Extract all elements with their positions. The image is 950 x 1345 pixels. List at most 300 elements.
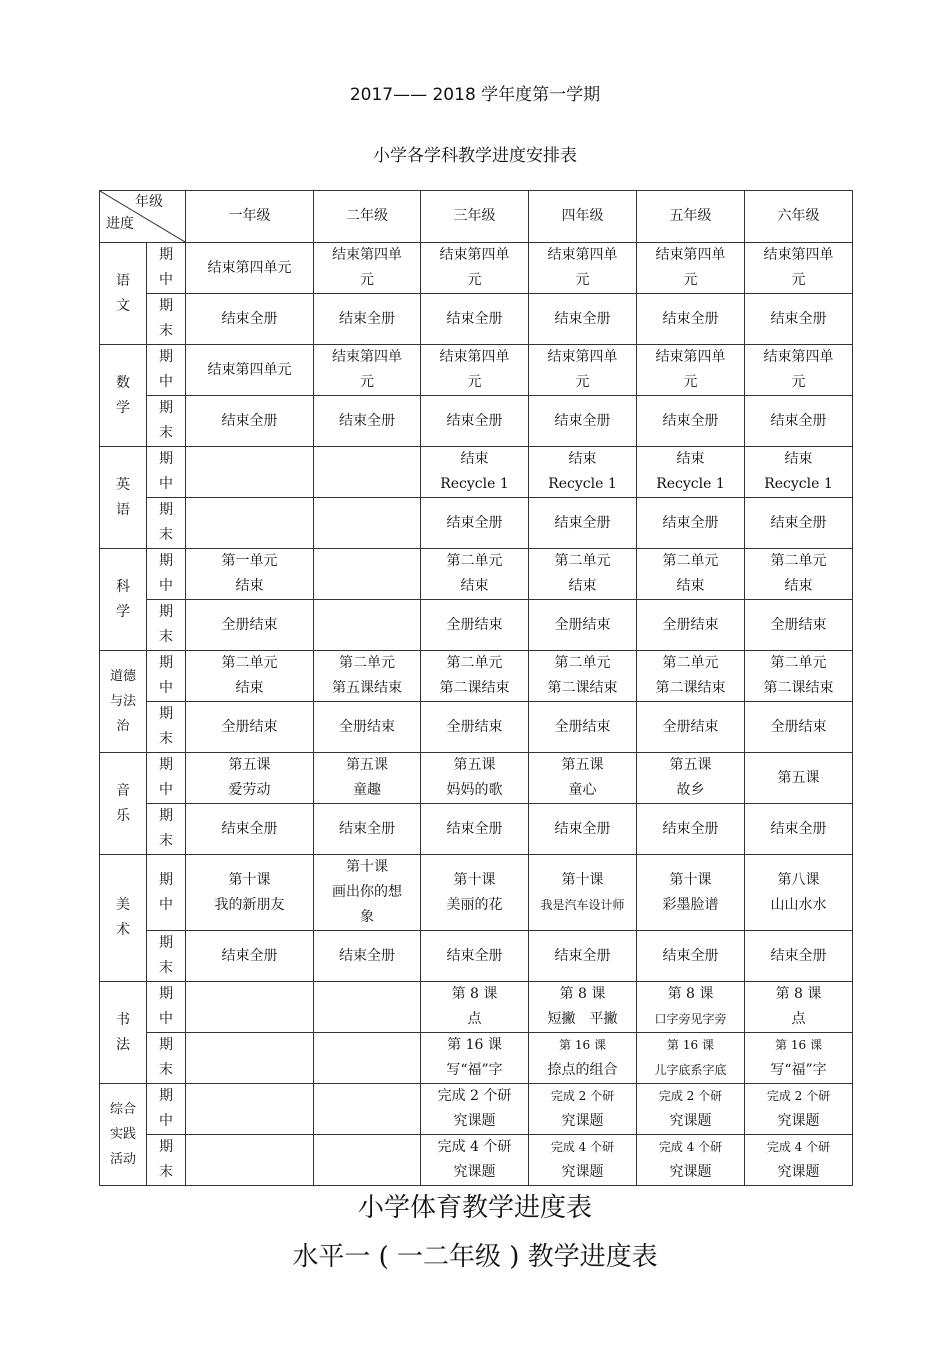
cell-text: 第二单元 xyxy=(221,655,278,671)
cell-text: 究课题 xyxy=(777,1113,820,1129)
cell-text: 究课题 xyxy=(777,1164,820,1180)
cell-text: 元 xyxy=(360,272,374,288)
cell-text: 结束第四单元 xyxy=(207,361,292,378)
progress-cell xyxy=(745,982,853,1033)
cell-text: 第二单元 xyxy=(770,655,827,671)
progress-cell xyxy=(421,243,529,294)
cell-text: 结束全册 xyxy=(221,310,278,327)
cell-text: 结束全册 xyxy=(770,412,827,429)
progress-cell xyxy=(745,549,853,600)
progress-cell xyxy=(421,294,529,345)
cell-text: 完成 4 个研 xyxy=(658,1140,723,1154)
cell-text: 第二单元 xyxy=(339,655,395,671)
period-cell: 期 末 xyxy=(147,1033,186,1084)
cell-text: 全册结束 xyxy=(554,616,611,633)
cell-text: 全册结束 xyxy=(554,718,611,735)
table-row xyxy=(100,447,853,498)
cell-text: 结束全册 xyxy=(662,514,719,531)
progress-cell xyxy=(529,345,637,396)
period-cell: 期 末 xyxy=(147,294,186,345)
cell-text: 究课题 xyxy=(453,1164,496,1180)
progress-cell xyxy=(314,702,421,753)
cell-text: 结束全册 xyxy=(554,947,611,964)
cell-text: 妈妈的歌 xyxy=(446,782,503,798)
progress-cell xyxy=(745,345,853,396)
progress-cell xyxy=(637,651,745,702)
cell-text: 故乡 xyxy=(676,782,705,798)
period-cell: 期 中 xyxy=(147,982,186,1033)
cell-text: 我是汽车设计师 xyxy=(540,897,625,912)
progress-cell xyxy=(314,931,421,982)
cell-text: 我的新朋友 xyxy=(214,896,285,913)
cell-text: 结束全册 xyxy=(770,514,827,531)
progress-cell xyxy=(186,1033,314,1084)
cell-text: 结束 xyxy=(235,578,264,594)
progress-cell xyxy=(745,243,853,294)
progress-cell xyxy=(637,294,745,345)
progress-cell xyxy=(637,1135,745,1186)
header-row xyxy=(100,191,853,243)
cell-text: 第五课 xyxy=(669,757,712,773)
cell-text: 写“福”字 xyxy=(446,1062,503,1078)
cell-text: 写“福”字 xyxy=(770,1062,827,1078)
cell-text: 完成 4 个研 xyxy=(766,1140,831,1154)
cell-text: 元 xyxy=(791,374,806,390)
progress-cell xyxy=(529,549,637,600)
progress-cell xyxy=(314,600,421,651)
grade-header: 六年级 xyxy=(745,191,853,243)
cell-text: 画出你的想 xyxy=(332,884,402,900)
cell-text: 第十课 xyxy=(346,859,388,875)
table-row xyxy=(100,702,853,753)
cell-text: 结束全册 xyxy=(221,820,278,837)
cell-text: 结束 xyxy=(460,451,489,467)
progress-cell xyxy=(314,982,421,1033)
progress-cell xyxy=(529,294,637,345)
progress-cell xyxy=(637,243,745,294)
cell-text: 第 8 课 xyxy=(559,986,606,1002)
progress-cell xyxy=(637,931,745,982)
progress-cell xyxy=(637,804,745,855)
cell-text: 结束全册 xyxy=(339,820,395,837)
period-cell: 期 末 xyxy=(147,396,186,447)
progress-cell xyxy=(314,1084,421,1135)
progress-cell xyxy=(637,855,745,931)
progress-cell xyxy=(637,549,745,600)
progress-cell xyxy=(529,651,637,702)
cell-text: 捺点的组合 xyxy=(547,1062,618,1078)
progress-cell xyxy=(421,1033,529,1084)
cell-text: 第五课 xyxy=(453,757,496,773)
cell-text: 第二单元 xyxy=(662,655,719,671)
cell-text: 结束全册 xyxy=(554,820,611,837)
progress-cell xyxy=(421,931,529,982)
cell-text: 完成 2 个研 xyxy=(550,1089,615,1103)
table-row xyxy=(100,1084,853,1135)
period-cell: 期 中 xyxy=(147,753,186,804)
cell-text: 全册结束 xyxy=(662,616,719,633)
progress-cell xyxy=(745,702,853,753)
cell-text: 结束第四单 xyxy=(439,349,510,365)
cell-text: 全册结束 xyxy=(770,616,827,633)
cell-text: 结束全册 xyxy=(554,514,611,531)
cell-text: 结束全册 xyxy=(446,947,503,964)
progress-cell xyxy=(637,1084,745,1135)
progress-cell xyxy=(421,447,529,498)
cell-text: 第十课 xyxy=(561,871,604,888)
period-cell: 期 中 xyxy=(147,345,186,396)
table-row xyxy=(100,982,853,1033)
cell-text: 第 16 课 xyxy=(559,1038,606,1052)
cell-text: 点 xyxy=(467,1011,482,1027)
progress-cell xyxy=(186,1084,314,1135)
cell-text: 结束全册 xyxy=(446,412,503,429)
progress-cell xyxy=(529,243,637,294)
progress-cell xyxy=(745,804,853,855)
cell-text: 结束 xyxy=(568,578,597,594)
grade-header: 一年级 xyxy=(186,191,314,243)
cell-text: 究课题 xyxy=(453,1113,496,1129)
cell-text: 第一单元 xyxy=(221,553,278,569)
cell-text: 究课题 xyxy=(669,1113,712,1129)
cell-text: 第二单元 xyxy=(446,553,503,569)
progress-cell xyxy=(421,855,529,931)
progress-cell xyxy=(637,982,745,1033)
progress-cell xyxy=(421,345,529,396)
cell-text: 结束全册 xyxy=(221,947,278,964)
subject-cell: 综合 实践 活动 xyxy=(100,1084,147,1186)
progress-cell xyxy=(637,345,745,396)
progress-cell xyxy=(421,804,529,855)
cell-text: 结束 xyxy=(460,578,489,594)
cell-text: 结束 xyxy=(235,680,264,696)
cell-text: 全册结束 xyxy=(221,616,278,633)
cell-text: 第五课结束 xyxy=(332,680,402,696)
progress-cell xyxy=(745,600,853,651)
progress-cell xyxy=(314,294,421,345)
period-cell: 期 末 xyxy=(147,498,186,549)
cell-text: 第二单元 xyxy=(446,655,503,671)
subject-cell: 道德 与法 治 xyxy=(100,651,147,753)
cell-text: 元 xyxy=(683,374,698,390)
cell-text: 结束全册 xyxy=(770,947,827,964)
progress-cell xyxy=(745,498,853,549)
cell-text: 结束全册 xyxy=(770,820,827,837)
progress-cell xyxy=(529,982,637,1033)
progress-cell xyxy=(421,1135,529,1186)
cell-text: 全册结束 xyxy=(446,616,503,633)
progress-cell xyxy=(637,447,745,498)
progress-cell xyxy=(314,549,421,600)
period-cell: 期 末 xyxy=(147,702,186,753)
progress-cell xyxy=(314,345,421,396)
progress-cell xyxy=(314,804,421,855)
cell-text: 究课题 xyxy=(561,1113,604,1129)
subject-cell: 语 文 xyxy=(100,243,147,345)
cell-text: 结束第四单 xyxy=(763,349,834,365)
progress-cell xyxy=(637,600,745,651)
progress-cell xyxy=(637,1033,745,1084)
cell-text: 第五课 xyxy=(346,757,388,773)
cell-text: 结束 xyxy=(676,451,705,467)
progress-cell xyxy=(745,753,853,804)
period-cell: 期 中 xyxy=(147,447,186,498)
cell-text: 第 16 课 xyxy=(775,1038,822,1052)
cell-text: 完成 2 个研 xyxy=(658,1089,723,1103)
progress-cell xyxy=(314,1135,421,1186)
progress-cell xyxy=(186,804,314,855)
cell-text: 结束全册 xyxy=(339,412,395,429)
progress-cell xyxy=(529,498,637,549)
cell-text: 象 xyxy=(360,909,374,925)
period-cell: 期 中 xyxy=(147,549,186,600)
cell-text: 童趣 xyxy=(353,782,381,798)
cell-text: 第五课 xyxy=(561,757,604,773)
progress-cell xyxy=(421,982,529,1033)
period-cell: 期 中 xyxy=(147,1084,186,1135)
cell-text: 完成 4 个研 xyxy=(550,1140,615,1154)
period-cell: 期 中 xyxy=(147,855,186,931)
progress-cell xyxy=(186,931,314,982)
cell-text: 结束全册 xyxy=(221,412,278,429)
progress-cell xyxy=(529,855,637,931)
progress-cell xyxy=(186,1135,314,1186)
progress-cell xyxy=(186,243,314,294)
period-cell: 期 末 xyxy=(147,600,186,651)
cell-text: 第二课结束 xyxy=(439,680,510,696)
progress-cell xyxy=(186,753,314,804)
progress-cell xyxy=(314,396,421,447)
cell-text: 第十课 xyxy=(669,871,712,888)
subject-cell: 美 术 xyxy=(100,855,147,982)
cell-text: 结束全册 xyxy=(662,820,719,837)
table-row xyxy=(100,931,853,982)
level-schedule-title: 水平一 ( 一二年级 ) 教学进度表 xyxy=(292,1242,658,1272)
cell-text: 结束第四单 xyxy=(655,247,726,263)
progress-cell xyxy=(186,549,314,600)
progress-cell xyxy=(529,600,637,651)
progress-cell xyxy=(186,651,314,702)
progress-cell xyxy=(637,753,745,804)
corner-progress-label: 进度 xyxy=(106,216,134,232)
progress-cell xyxy=(186,396,314,447)
progress-cell xyxy=(314,243,421,294)
cell-text: 结束全册 xyxy=(446,310,503,327)
table-body xyxy=(100,243,853,1186)
progress-cell xyxy=(529,396,637,447)
period-cell: 期 末 xyxy=(147,1135,186,1186)
progress-cell xyxy=(314,498,421,549)
progress-cell xyxy=(186,702,314,753)
cell-text: 全册结束 xyxy=(662,718,719,735)
cell-text: 结束第四单 xyxy=(547,247,618,263)
cell-text: 元 xyxy=(575,272,590,288)
cell-text: 第二单元 xyxy=(662,553,719,569)
progress-cell xyxy=(314,447,421,498)
cell-text: 结束第四单元 xyxy=(207,259,292,276)
cell-text: 元 xyxy=(467,272,482,288)
cell-text: 第十课 xyxy=(228,871,271,888)
cell-text: 元 xyxy=(791,272,806,288)
cell-text: 第二课结束 xyxy=(655,680,726,696)
progress-cell xyxy=(186,498,314,549)
period-cell: 期 末 xyxy=(147,931,186,982)
cell-text: 结束 xyxy=(568,451,597,467)
cell-text: 第二课结束 xyxy=(763,680,834,696)
cell-text: 山山水水 xyxy=(770,896,827,913)
cell-text: 美丽的花 xyxy=(446,896,503,913)
progress-cell xyxy=(529,1135,637,1186)
period-cell: 期 中 xyxy=(147,651,186,702)
year-title: 2017—— 2018 学年度第一学期 xyxy=(349,85,601,105)
cell-text: 元 xyxy=(575,374,590,390)
cell-text: 完成 2 个研 xyxy=(766,1089,831,1103)
progress-cell xyxy=(745,651,853,702)
cell-text: 第 8 课 xyxy=(667,986,714,1002)
cell-text: 全册结束 xyxy=(446,718,503,735)
cell-text: 第 16 课 xyxy=(447,1037,502,1053)
cell-text: 第 8 课 xyxy=(775,986,822,1002)
progress-cell xyxy=(529,1084,637,1135)
cell-text: 结束第四单 xyxy=(655,349,726,365)
progress-cell xyxy=(745,396,853,447)
table-row xyxy=(100,396,853,447)
cell-text: 第五课 xyxy=(228,757,271,773)
table-row xyxy=(100,345,853,396)
subject-cell: 书 法 xyxy=(100,982,147,1084)
cell-text: 结束第四单 xyxy=(763,247,834,263)
cell-text: 结束第四单 xyxy=(547,349,618,365)
grade-header: 三年级 xyxy=(421,191,529,243)
table-row xyxy=(100,804,853,855)
cell-text: 第五课 xyxy=(777,769,820,786)
cell-text: 爱劳动 xyxy=(228,782,271,798)
teaching-schedule-table xyxy=(99,190,853,1186)
cell-text: 全册结束 xyxy=(339,718,395,735)
cell-text: 完成 4 个研 xyxy=(437,1139,512,1155)
progress-cell xyxy=(529,702,637,753)
progress-cell xyxy=(745,931,853,982)
subject-cell: 数 学 xyxy=(100,345,147,447)
cell-text: 结束 xyxy=(676,578,705,594)
progress-cell xyxy=(186,447,314,498)
progress-cell xyxy=(745,1135,853,1186)
table-row xyxy=(100,294,853,345)
cell-text: 全册结束 xyxy=(770,718,827,735)
progress-cell xyxy=(745,1084,853,1135)
cell-text: 完成 2 个研 xyxy=(437,1088,512,1104)
cell-text: 第二单元 xyxy=(554,655,611,671)
progress-cell xyxy=(637,702,745,753)
table-row xyxy=(100,549,853,600)
corner-grade-label: 年级 xyxy=(135,194,163,210)
progress-cell xyxy=(421,396,529,447)
table-row xyxy=(100,753,853,804)
progress-cell xyxy=(186,982,314,1033)
progress-cell xyxy=(186,294,314,345)
progress-cell xyxy=(529,1033,637,1084)
progress-cell xyxy=(745,855,853,931)
subject-cell: 科 学 xyxy=(100,549,147,651)
cell-text: 结束全册 xyxy=(662,310,719,327)
table-row xyxy=(100,1033,853,1084)
progress-cell xyxy=(421,753,529,804)
cell-text: 元 xyxy=(683,272,698,288)
pe-schedule-title: 小学体育教学进度表 xyxy=(357,1193,592,1223)
cell-text: 结束 xyxy=(784,451,813,467)
table-row xyxy=(100,600,853,651)
progress-cell xyxy=(421,549,529,600)
cell-text: 第二单元 xyxy=(554,553,611,569)
table-row xyxy=(100,243,853,294)
progress-cell xyxy=(637,498,745,549)
cell-text: 结束全册 xyxy=(770,310,827,327)
progress-cell xyxy=(314,855,421,931)
cell-text: 结束全册 xyxy=(339,310,395,327)
corner-header-cell xyxy=(100,191,186,243)
cell-text: Recycle 1 xyxy=(548,476,617,492)
progress-cell xyxy=(529,753,637,804)
subject-cell: 英 语 xyxy=(100,447,147,549)
progress-cell xyxy=(421,498,529,549)
progress-cell xyxy=(421,651,529,702)
cell-text: 第二单元 xyxy=(770,553,827,569)
progress-cell xyxy=(421,600,529,651)
cell-text: 结束全册 xyxy=(554,310,611,327)
cell-text: 结束全册 xyxy=(662,412,719,429)
progress-cell xyxy=(186,855,314,931)
cell-text: 究课题 xyxy=(669,1164,712,1180)
cell-text: 第二课结束 xyxy=(547,680,618,696)
grade-header: 四年级 xyxy=(529,191,637,243)
cell-text: 点 xyxy=(791,1011,806,1027)
progress-cell xyxy=(745,447,853,498)
cell-text: 童心 xyxy=(568,782,597,798)
progress-cell xyxy=(186,600,314,651)
cell-text: 结束第四单 xyxy=(332,349,402,365)
cell-text: 结束全册 xyxy=(662,947,719,964)
cell-text: 结束 xyxy=(784,578,813,594)
grade-header: 五年级 xyxy=(637,191,745,243)
cell-text: 结束全册 xyxy=(446,514,503,531)
progress-cell xyxy=(745,1033,853,1084)
progress-cell xyxy=(529,931,637,982)
progress-cell xyxy=(529,804,637,855)
cell-text: 第八课 xyxy=(777,871,820,888)
cell-text: 彩墨脸谱 xyxy=(662,896,719,913)
table-row xyxy=(100,651,853,702)
progress-cell xyxy=(186,345,314,396)
cell-text: 短撇 平撇 xyxy=(547,1011,618,1027)
table-row xyxy=(100,855,853,931)
cell-text: 结束第四单 xyxy=(439,247,510,263)
cell-text: 第 8 课 xyxy=(451,986,498,1002)
progress-cell xyxy=(421,1084,529,1135)
grade-header: 二年级 xyxy=(314,191,421,243)
cell-text: Recycle 1 xyxy=(764,476,833,492)
period-cell: 期 中 xyxy=(147,243,186,294)
progress-cell xyxy=(314,1033,421,1084)
table-title: 小学各学科教学进度安排表 xyxy=(373,146,577,166)
cell-text: Recycle 1 xyxy=(656,476,725,492)
cell-text: 儿字底系字底 xyxy=(654,1063,727,1077)
progress-cell xyxy=(637,396,745,447)
cell-text: 结束全册 xyxy=(446,820,503,837)
progress-cell xyxy=(529,447,637,498)
cell-text: 结束第四单 xyxy=(332,247,402,263)
table-row xyxy=(100,1135,853,1186)
progress-cell xyxy=(421,702,529,753)
